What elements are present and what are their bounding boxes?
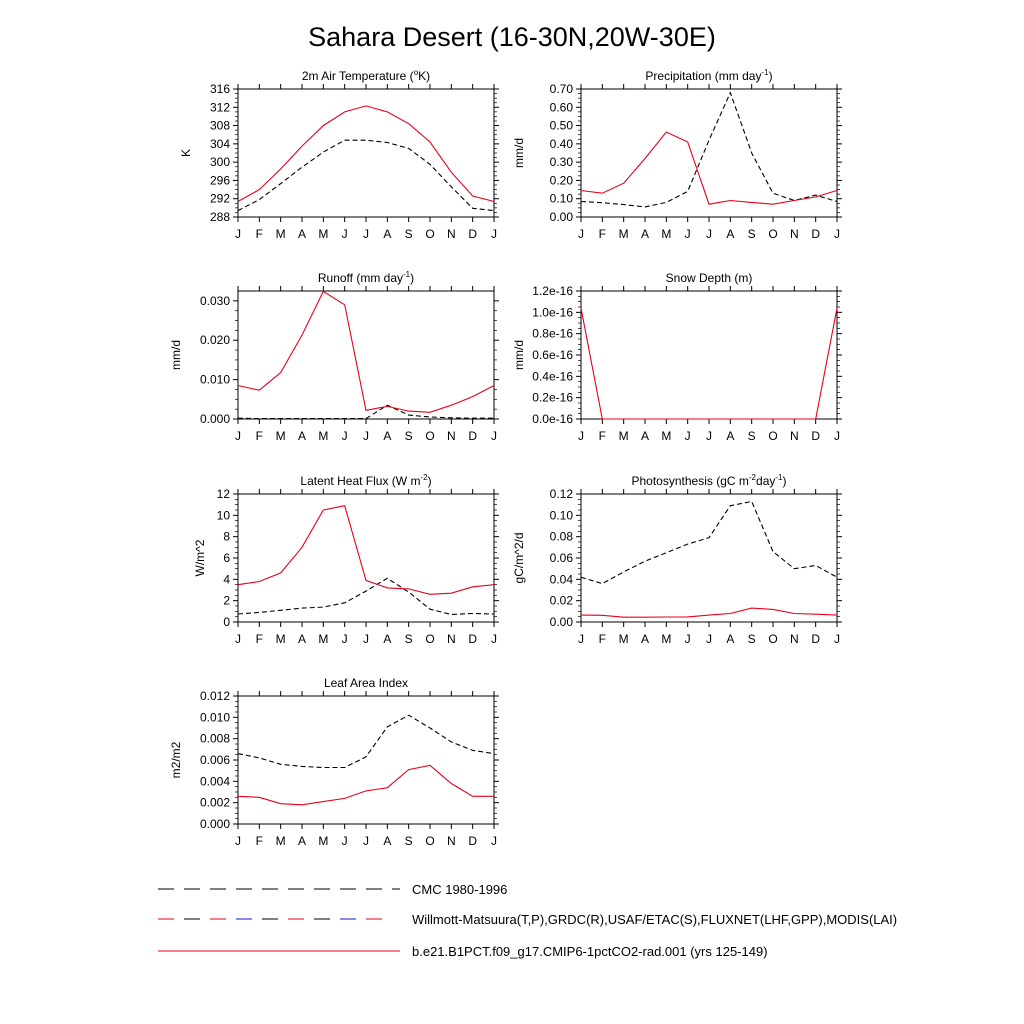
x-tick-label: A bbox=[383, 632, 392, 646]
panel-title-sup: -1 bbox=[761, 68, 769, 77]
y-tick-label: 0.06 bbox=[549, 551, 573, 565]
x-tick-label: N bbox=[789, 227, 799, 241]
panel-title-text: Precipitation (mm day bbox=[645, 69, 762, 83]
y-tick-label: 0.04 bbox=[549, 572, 573, 587]
plot-frame bbox=[581, 291, 837, 419]
y-tick-label: 0.70 bbox=[549, 82, 573, 96]
series-line-model bbox=[238, 765, 494, 805]
plot-frame bbox=[238, 89, 494, 217]
x-tick-label: J bbox=[684, 429, 691, 443]
series-line-observed bbox=[238, 405, 494, 418]
x-tick-label: J bbox=[491, 632, 497, 646]
legend-label: Willmott-Matsuura(T,P),GRDC(R),USAF/ETAC(S),FLUXNET(LHF,GPP),MODIS(LAI) bbox=[412, 912, 898, 927]
x-tick-label: F bbox=[255, 834, 264, 848]
y-tick-label: 0.0e-16 bbox=[532, 412, 573, 426]
panel-title-text: Leaf Area Index bbox=[323, 676, 409, 690]
y-tick-label: 0.50 bbox=[549, 118, 573, 133]
x-tick-label: O bbox=[768, 632, 778, 646]
series-line-observed bbox=[581, 93, 837, 207]
x-tick-label: A bbox=[726, 632, 735, 646]
x-tick-label: S bbox=[404, 227, 413, 241]
x-tick-label: A bbox=[726, 429, 735, 443]
plot-frame bbox=[238, 291, 494, 419]
x-tick-label: A bbox=[383, 429, 392, 443]
panel-title-text: Photosynthesis (gC m bbox=[631, 474, 749, 488]
panel-title-sup: -2 bbox=[748, 473, 757, 482]
y-tick-label: 0.6e-16 bbox=[532, 348, 573, 362]
y-tick-label: 0.002 bbox=[199, 795, 230, 810]
panel-title bbox=[645, 68, 772, 83]
x-tick-label: F bbox=[255, 429, 264, 443]
panel-title-sup: -1 bbox=[403, 270, 411, 279]
x-tick-label: D bbox=[811, 227, 821, 241]
x-tick-label: S bbox=[747, 227, 756, 241]
x-tick-label: N bbox=[789, 429, 799, 443]
x-tick-label: N bbox=[446, 429, 456, 443]
panel-title bbox=[632, 473, 787, 488]
panel-title-after: day bbox=[756, 474, 776, 488]
x-tick-label: J bbox=[706, 632, 712, 646]
x-tick-label: M bbox=[661, 227, 672, 241]
x-tick-label: A bbox=[383, 227, 392, 241]
panel-title-after: ) bbox=[782, 474, 787, 488]
y-tick-label: 296 bbox=[209, 173, 230, 188]
y-tick-label: 0.000 bbox=[199, 817, 230, 831]
y-tick-label: 0.000 bbox=[199, 412, 230, 426]
y-tick-label: 308 bbox=[209, 118, 230, 133]
y-axis-label: mm/d bbox=[512, 138, 526, 168]
series-line-model bbox=[581, 132, 837, 204]
panel-title bbox=[302, 68, 430, 83]
legend-item bbox=[158, 944, 768, 959]
y-tick-label: 0.004 bbox=[199, 774, 230, 789]
legend-item bbox=[158, 882, 507, 897]
plot-frame bbox=[238, 494, 494, 622]
x-tick-label: S bbox=[747, 429, 756, 443]
x-tick-label: A bbox=[297, 632, 307, 646]
x-tick-label: A bbox=[297, 429, 307, 443]
panel-title-text: 2m Air Temperature ( bbox=[301, 69, 414, 83]
x-tick-label: D bbox=[468, 632, 478, 646]
legend-item bbox=[158, 912, 897, 927]
y-tick-label: 304 bbox=[209, 136, 230, 151]
x-tick-label: M bbox=[318, 429, 329, 443]
plot-frame bbox=[581, 494, 837, 622]
x-tick-label: M bbox=[318, 227, 329, 241]
x-tick-label: J bbox=[341, 227, 348, 241]
x-tick-label: J bbox=[341, 632, 348, 646]
x-tick-label: D bbox=[468, 227, 478, 241]
x-tick-label: M bbox=[618, 429, 629, 443]
panel-title-text: Snow Depth (m) bbox=[665, 271, 753, 285]
y-tick-label: 0.2e-16 bbox=[532, 390, 573, 405]
panel-title-text: Runoff (mm day bbox=[317, 271, 404, 285]
chart-panel-precip bbox=[512, 68, 842, 241]
plot-frame bbox=[581, 89, 837, 217]
y-tick-label: 6 bbox=[223, 551, 230, 565]
x-tick-label: A bbox=[383, 834, 392, 848]
series-line-observed bbox=[238, 715, 494, 767]
x-tick-label: J bbox=[834, 429, 840, 443]
x-tick-label: A bbox=[640, 429, 650, 443]
x-tick-label: O bbox=[425, 834, 435, 848]
x-tick-label: J bbox=[341, 429, 348, 443]
x-tick-label: N bbox=[446, 632, 456, 646]
y-tick-label: 0.10 bbox=[549, 191, 573, 206]
x-tick-label: F bbox=[598, 632, 607, 646]
y-tick-label: 0.40 bbox=[549, 136, 573, 151]
x-tick-label: A bbox=[726, 227, 735, 241]
panel-title bbox=[666, 271, 753, 285]
series-line-observed bbox=[238, 578, 494, 614]
x-tick-label: J bbox=[706, 227, 712, 241]
y-tick-label: 0.08 bbox=[549, 529, 573, 544]
panel-title-after: ) bbox=[768, 69, 773, 83]
y-tick-label: 0.020 bbox=[199, 333, 230, 348]
y-axis-label: m2/m2 bbox=[169, 741, 183, 779]
y-tick-label: 0.20 bbox=[549, 173, 573, 188]
legend-label: b.e21.B1PCT.f09_g17.CMIP6-1pctCO2-rad.001 (yrs 125-149) bbox=[412, 944, 768, 959]
panel-title-text: Latent Heat Flux (W m bbox=[300, 474, 421, 488]
x-tick-label: J bbox=[341, 834, 348, 848]
x-tick-label: M bbox=[275, 429, 286, 443]
y-tick-label: 8 bbox=[223, 529, 230, 544]
chart-panel-snow bbox=[512, 271, 842, 443]
y-tick-label: 0.30 bbox=[549, 155, 573, 170]
panel-title-sup: -2 bbox=[420, 473, 428, 482]
x-tick-label: S bbox=[404, 834, 413, 848]
y-tick-label: 0.010 bbox=[199, 710, 230, 725]
y-axis-label: mm/d bbox=[512, 340, 526, 370]
y-tick-label: 0.02 bbox=[549, 593, 573, 608]
y-tick-label: 0.8e-16 bbox=[532, 326, 573, 341]
x-tick-label: J bbox=[684, 632, 691, 646]
figure-title: Sahara Desert (16-30N,20W-30E) bbox=[308, 22, 716, 52]
y-tick-label: 316 bbox=[209, 82, 230, 96]
plot-frame bbox=[238, 696, 494, 824]
x-tick-label: J bbox=[684, 227, 691, 241]
series-line-model bbox=[238, 506, 494, 595]
y-tick-label: 0.010 bbox=[199, 372, 230, 387]
x-tick-label: O bbox=[425, 429, 435, 443]
x-tick-label: O bbox=[425, 632, 435, 646]
y-axis-label: W/m^2 bbox=[193, 539, 207, 577]
x-tick-label: F bbox=[255, 632, 264, 646]
x-tick-label: J bbox=[363, 429, 369, 443]
x-tick-label: S bbox=[747, 632, 756, 646]
series-line-observed bbox=[581, 502, 837, 584]
x-tick-label: O bbox=[768, 429, 778, 443]
y-tick-label: 0.4e-16 bbox=[532, 369, 573, 384]
y-tick-label: 12 bbox=[216, 487, 230, 501]
x-tick-label: D bbox=[468, 429, 478, 443]
x-tick-label: J bbox=[834, 632, 840, 646]
series-line-model bbox=[238, 106, 494, 202]
x-tick-label: M bbox=[275, 834, 286, 848]
x-tick-label: F bbox=[598, 429, 607, 443]
x-tick-label: J bbox=[578, 632, 584, 646]
x-tick-label: J bbox=[706, 429, 712, 443]
x-tick-label: A bbox=[297, 834, 307, 848]
x-tick-label: J bbox=[363, 834, 369, 848]
y-tick-label: 0.008 bbox=[199, 731, 230, 746]
x-tick-label: S bbox=[404, 429, 413, 443]
x-tick-label: J bbox=[578, 429, 584, 443]
x-tick-label: A bbox=[297, 227, 307, 241]
x-tick-label: O bbox=[425, 227, 435, 241]
x-tick-label: D bbox=[811, 632, 821, 646]
x-tick-label: J bbox=[491, 227, 497, 241]
panel-title-after: ) bbox=[410, 271, 415, 285]
x-tick-label: O bbox=[768, 227, 778, 241]
y-tick-label: 1.2e-16 bbox=[532, 284, 573, 298]
x-tick-label: F bbox=[255, 227, 264, 241]
y-tick-label: 0.10 bbox=[549, 508, 573, 523]
x-tick-label: S bbox=[404, 632, 413, 646]
x-tick-label: J bbox=[578, 227, 584, 241]
x-tick-label: N bbox=[446, 834, 456, 848]
chart-panel-lai bbox=[169, 676, 499, 848]
panel-title-sup: -1 bbox=[775, 473, 783, 482]
series-line-observed bbox=[238, 140, 494, 210]
x-tick-label: M bbox=[618, 632, 629, 646]
y-tick-label: 0.012 bbox=[199, 689, 230, 703]
y-axis-label: mm/d bbox=[169, 340, 183, 370]
y-tick-label: 10 bbox=[216, 508, 230, 523]
x-tick-label: N bbox=[789, 632, 799, 646]
x-tick-label: M bbox=[618, 227, 629, 241]
x-tick-label: J bbox=[491, 429, 497, 443]
series-line-model bbox=[581, 608, 837, 617]
x-tick-label: N bbox=[446, 227, 456, 241]
panel-title bbox=[318, 270, 414, 285]
x-tick-label: A bbox=[640, 227, 650, 241]
x-tick-label: M bbox=[318, 834, 329, 848]
x-tick-label: D bbox=[468, 834, 478, 848]
panel-title-after: K) bbox=[418, 69, 431, 83]
x-tick-label: J bbox=[235, 429, 241, 443]
y-tick-label: 300 bbox=[209, 155, 230, 170]
y-tick-label: 0.030 bbox=[199, 293, 230, 308]
y-tick-label: 292 bbox=[209, 191, 230, 206]
x-tick-label: J bbox=[834, 227, 840, 241]
panel-title bbox=[324, 676, 408, 690]
y-axis-label: K bbox=[179, 148, 193, 158]
y-tick-label: 312 bbox=[209, 100, 230, 115]
x-tick-label: F bbox=[598, 227, 607, 241]
y-tick-label: 0.006 bbox=[199, 753, 230, 767]
x-tick-label: J bbox=[235, 227, 241, 241]
x-tick-label: M bbox=[275, 632, 286, 646]
legend bbox=[158, 882, 897, 959]
panels bbox=[169, 68, 842, 848]
x-tick-label: J bbox=[235, 834, 241, 848]
x-tick-label: J bbox=[491, 834, 497, 848]
x-tick-label: M bbox=[661, 429, 672, 443]
y-tick-label: 2 bbox=[223, 593, 230, 608]
y-tick-label: 0 bbox=[223, 615, 230, 629]
chart-panel-gpp bbox=[512, 473, 842, 646]
x-tick-label: J bbox=[363, 632, 369, 646]
y-axis-label: gC/m^2/d bbox=[512, 532, 526, 584]
x-tick-label: D bbox=[811, 429, 821, 443]
chart-panel-lhf bbox=[193, 473, 499, 646]
series-line-model bbox=[581, 308, 837, 419]
x-tick-label: J bbox=[363, 227, 369, 241]
y-tick-label: 0.00 bbox=[549, 210, 573, 224]
x-tick-label: M bbox=[318, 632, 329, 646]
legend-label: CMC 1980-1996 bbox=[412, 882, 508, 897]
panel-title bbox=[300, 473, 431, 488]
panel-title-sup: o bbox=[413, 68, 419, 77]
y-tick-label: 1.0e-16 bbox=[532, 305, 573, 320]
y-tick-label: 0.60 bbox=[549, 100, 573, 115]
chart-panel-runoff bbox=[169, 270, 499, 443]
x-tick-label: J bbox=[235, 632, 241, 646]
x-tick-label: M bbox=[661, 632, 672, 646]
x-tick-label: A bbox=[640, 632, 650, 646]
y-tick-label: 0.12 bbox=[549, 487, 573, 501]
y-tick-label: 4 bbox=[223, 572, 230, 587]
y-tick-label: 288 bbox=[209, 210, 230, 224]
series-line-model bbox=[238, 291, 494, 412]
x-tick-label: M bbox=[275, 227, 286, 241]
chart-panel-temp bbox=[179, 68, 499, 241]
panel-title-after: ) bbox=[427, 474, 432, 488]
y-tick-label: 0.00 bbox=[549, 615, 573, 629]
